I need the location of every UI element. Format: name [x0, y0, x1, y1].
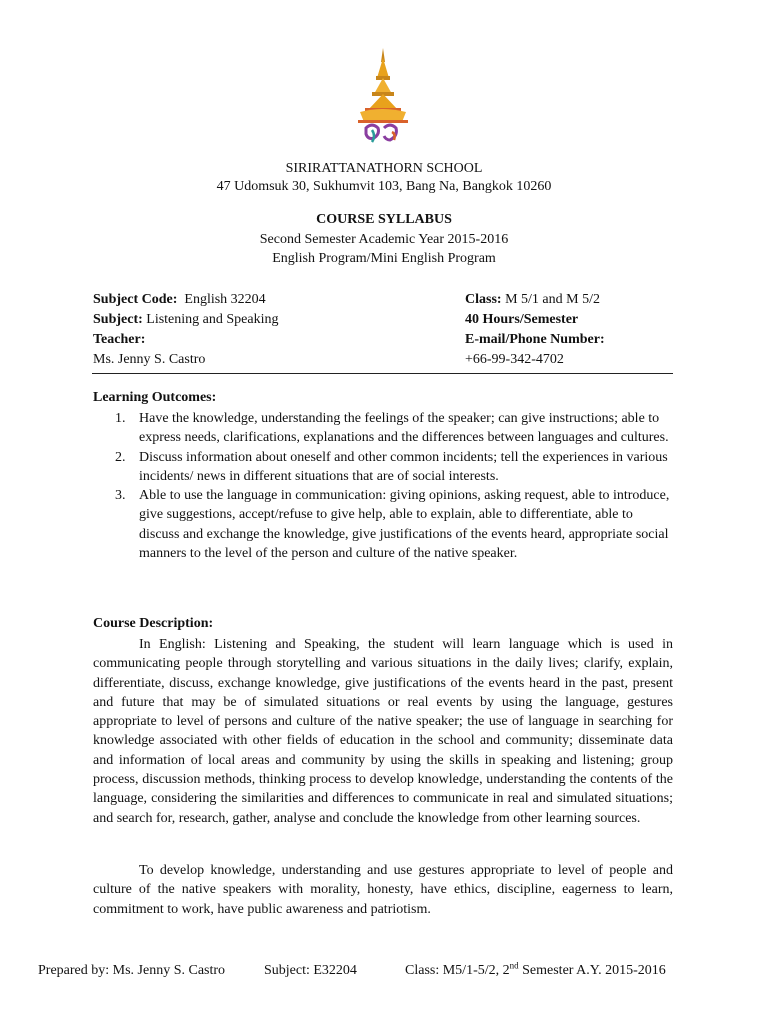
course-description-paragraph-1: In English: Listening and Speaking, the student will learn language which is used in communicating people through storytelling and various situations in the daily lives; clarify, explain, differentiate, discuss, exchange knowledge, give justifications of the events heard in the past, present and future that may be of simulated situations or real events by using the language, gestures appropriate to level of persons and culture of the native speaker; the use of language in searching for knowledge associated with other fields of education in the school and community; disseminate data and information of local areas and community by using the skills in speaking and listening; group process, discussion methods, thinking process to develop knowledge, understanding the contents of the language, considering the similarities and differences to communicate in real and simulated situations; and search for, research, gather, analyse and conclude the knowledge from other learning sources. [93, 637, 673, 826]
subject-code-label: Subject Code: [93, 292, 178, 307]
class-row [465, 292, 600, 308]
school-emblem-icon [352, 48, 414, 148]
footer-subject: Subject: E32204 [264, 963, 357, 978]
syllabus-title: COURSE SYLLABUS [316, 212, 452, 227]
subject-value: Listening and Speaking [146, 312, 279, 327]
subject-code-row [93, 292, 266, 308]
list-item [93, 486, 673, 563]
learning-outcomes-list [93, 409, 673, 563]
course-description-title: Course Description: [93, 616, 214, 631]
header-divider [92, 373, 673, 374]
list-number: 3. [115, 488, 126, 504]
footer-class-prefix: Class: M5/1-5/2, 2 [405, 963, 510, 978]
subject-code-value: English 32204 [184, 292, 266, 307]
list-item [93, 409, 673, 448]
footer-class [405, 960, 666, 979]
footer-class-suffix: Semester A.Y. 2015-2016 [518, 963, 666, 978]
learning-outcomes-title: Learning Outcomes: [93, 390, 217, 405]
subject-label: Subject: [93, 312, 143, 327]
list-text: Have the knowledge, understanding the feelings of the speaker; can give instructions; able to express needs, clarifications, explanations and the differences between languages and cultures. [139, 411, 669, 446]
teacher-label: Teacher: [93, 332, 146, 347]
school-address: 47 Udomsuk 30, Sukhumvit 103, Bang Na, Bangkok 10260 [216, 179, 552, 194]
class-value: M 5/1 and M 5/2 [505, 292, 600, 307]
list-text: Discuss information about oneself and other common incidents; tell the experiences in various incidents/ news in different situations that are of social interests. [139, 449, 668, 484]
list-item [93, 448, 673, 487]
teacher-name: Ms. Jenny S. Castro [93, 352, 206, 367]
school-name: SIRIRATTANATHORN SCHOOL [285, 161, 483, 176]
course-description-paragraph-2: To develop knowledge, understanding and use gestures appropriate to level of people and culture of the native speakers with morality, honesty, have ethics, discipline, eagerness to learn, commitment to work, have public awareness and patriotism. [93, 863, 673, 917]
semester-line: Second Semester Academic Year 2015-2016 [259, 232, 509, 247]
list-number: 1. [115, 411, 126, 426]
class-label: Class: [465, 292, 502, 307]
contact-label: E-mail/Phone Number: [465, 332, 605, 347]
program-line: English Program/Mini English Program [272, 251, 496, 266]
list-text: Able to use the language in communication: giving opinions, asking request, able to introduce, give suggestions, accept/refuse to give help, able to explain, able to differentiate, able to discuss and exchange the knowledge, give justifications of the events heard, appropriate social manners to the level of the person and culture of the native speaker. [139, 488, 670, 562]
subject-row [93, 312, 278, 328]
hours-value: 40 Hours/Semester [465, 312, 579, 327]
footer-class-sup: nd [509, 960, 519, 971]
list-number: 2. [115, 449, 126, 465]
phone-number: +66-99-342-4702 [465, 352, 564, 367]
footer-prepared-by: Prepared by: Ms. Jenny S. Castro [38, 963, 226, 978]
